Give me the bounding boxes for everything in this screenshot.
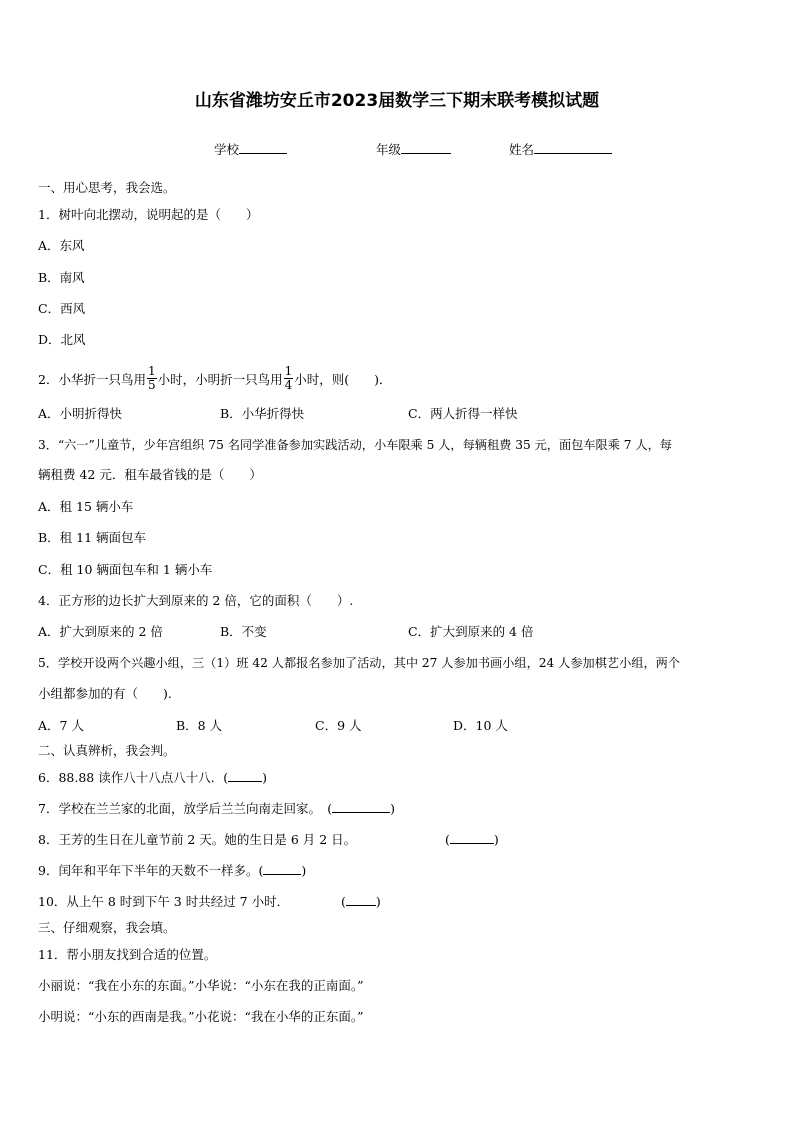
- q10-open: (: [341, 894, 346, 909]
- grade-label: 年级: [376, 142, 402, 157]
- fraction-numerator: 1: [284, 364, 293, 378]
- q11-line1: 小丽说：“我在小东的东面。”小华说：“小东在我的正南面。”: [38, 978, 364, 993]
- q9: [38, 862, 306, 880]
- q4-option-a: A．扩大到原来的 2 倍: [38, 624, 163, 639]
- school-label: 学校: [214, 142, 240, 157]
- q5-option-a: A．7 人: [38, 718, 84, 733]
- q2-option-c: C．两人折得一样快: [408, 406, 518, 421]
- school-field: [214, 140, 287, 158]
- section-3-heading: 三、仔细观察，我会填。: [38, 920, 176, 935]
- q1-option-d: D．北风: [38, 332, 86, 347]
- section-1-heading: 一、用心思考，我会选。: [38, 180, 176, 195]
- q11-line2: 小明说：“小东的西南是我。”小花说：“我在小华的正东面。”: [38, 1009, 364, 1024]
- q2-part2: 小时，小明折一只鸟用: [157, 372, 283, 387]
- section-2-heading: 二、认真辨析，我会判。: [38, 743, 176, 758]
- q3-option-c: C．租 10 辆面包车和 1 辆小车: [38, 562, 213, 577]
- name-label: 姓名: [509, 142, 535, 157]
- q4-stem: 4．正方形的边长扩大到原来的 2 倍，它的面积（ ）.: [38, 593, 354, 608]
- q5-option-b: B．8 人: [176, 718, 223, 733]
- fraction-denominator: 4: [284, 378, 293, 392]
- q5-option-d: D．10 人: [453, 718, 508, 733]
- q5-stem-line2: 小组都参加的有（ ).: [38, 686, 172, 701]
- q9-text: 9．闰年和平年下半年的天数不一样多。(: [38, 863, 264, 878]
- q6-answer-blank[interactable]: [228, 769, 262, 782]
- fraction-numerator: 1: [147, 364, 156, 378]
- q8-answer-blank[interactable]: [450, 831, 494, 844]
- q3-stem-line2: 辆租费 42 元．租车最省钱的是（ ）: [38, 467, 262, 482]
- q7-close: ): [390, 801, 395, 816]
- q3-option-a: A．租 15 辆小车: [38, 499, 134, 514]
- q9-close: ): [301, 863, 307, 878]
- school-blank[interactable]: [239, 141, 287, 154]
- q6-text: 6．88.88 读作八十八点八十八．(: [38, 770, 229, 785]
- q8-text: 8．王芳的生日在儿童节前 2 天。她的生日是 6 月 2 日。: [38, 832, 357, 847]
- q7: [38, 800, 395, 818]
- q2-part3: 小时，则( )．: [294, 372, 392, 387]
- q8-answer: [445, 831, 499, 849]
- q2-option-a: A．小明折得快: [38, 406, 123, 421]
- q1-option-c: C．西风: [38, 301, 86, 316]
- grade-field: [376, 140, 451, 158]
- q6: [38, 769, 267, 787]
- q2-option-b: B．小华折得快: [220, 406, 305, 421]
- q2-stem: [38, 364, 392, 394]
- q4-option-b: B．不变: [220, 624, 267, 639]
- q10-text: 10．从上午 8 时到下午 3 时共经过 7 小时．: [38, 894, 290, 909]
- grade-blank[interactable]: [401, 141, 451, 154]
- q5-stem-line1: 5．学校开设两个兴趣小组，三（1）班 42 人都报名参加了活动，其中 27 人参加书画小组，24 人参加棋艺小组，两个: [38, 656, 681, 670]
- q10-answer: [341, 893, 381, 911]
- name-blank[interactable]: [534, 141, 612, 154]
- q9-answer-blank[interactable]: [263, 862, 301, 875]
- q1-stem: 1．树叶向北摆动，说明起的是（ ）: [38, 207, 259, 222]
- name-field: [509, 140, 612, 158]
- q1-option-a: A．东风: [38, 238, 85, 253]
- q10-answer-blank[interactable]: [346, 893, 376, 906]
- q7-answer-blank[interactable]: [332, 800, 390, 813]
- q8: [38, 831, 356, 849]
- fraction-one-fourth: [284, 365, 294, 392]
- fraction-one-fifth: [147, 365, 157, 392]
- q8-open: (: [445, 832, 450, 847]
- q8-close: ): [493, 832, 499, 847]
- q4-option-c: C．扩大到原来的 4 倍: [408, 624, 534, 639]
- fraction-denominator: 5: [147, 378, 156, 392]
- q6-close: ): [262, 770, 267, 785]
- q5-option-c: C．9 人: [315, 718, 362, 733]
- q1-option-b: B．南风: [38, 270, 85, 285]
- q2-part1: 2．小华折一只鸟用: [38, 372, 146, 387]
- q10: [38, 893, 289, 911]
- q11-stem: 11．帮小朋友找到合适的位置。: [38, 947, 217, 962]
- q7-text: 7．学校在兰兰家的北面，放学后兰兰向南走回家。 (: [38, 801, 333, 816]
- q3-stem-line1: 3．“六一”儿童节，少年宫组织 75 名同学准备参加实践活动，小车限乘 5 人，每辆租费 35 元，面包车限乘 7 人，每: [38, 438, 672, 452]
- q3-option-b: B．租 11 辆面包车: [38, 530, 147, 545]
- page-title: 山东省潍坊安丘市2023届数学三下期末联考模拟试题: [194, 91, 600, 111]
- q10-close: ): [375, 894, 381, 909]
